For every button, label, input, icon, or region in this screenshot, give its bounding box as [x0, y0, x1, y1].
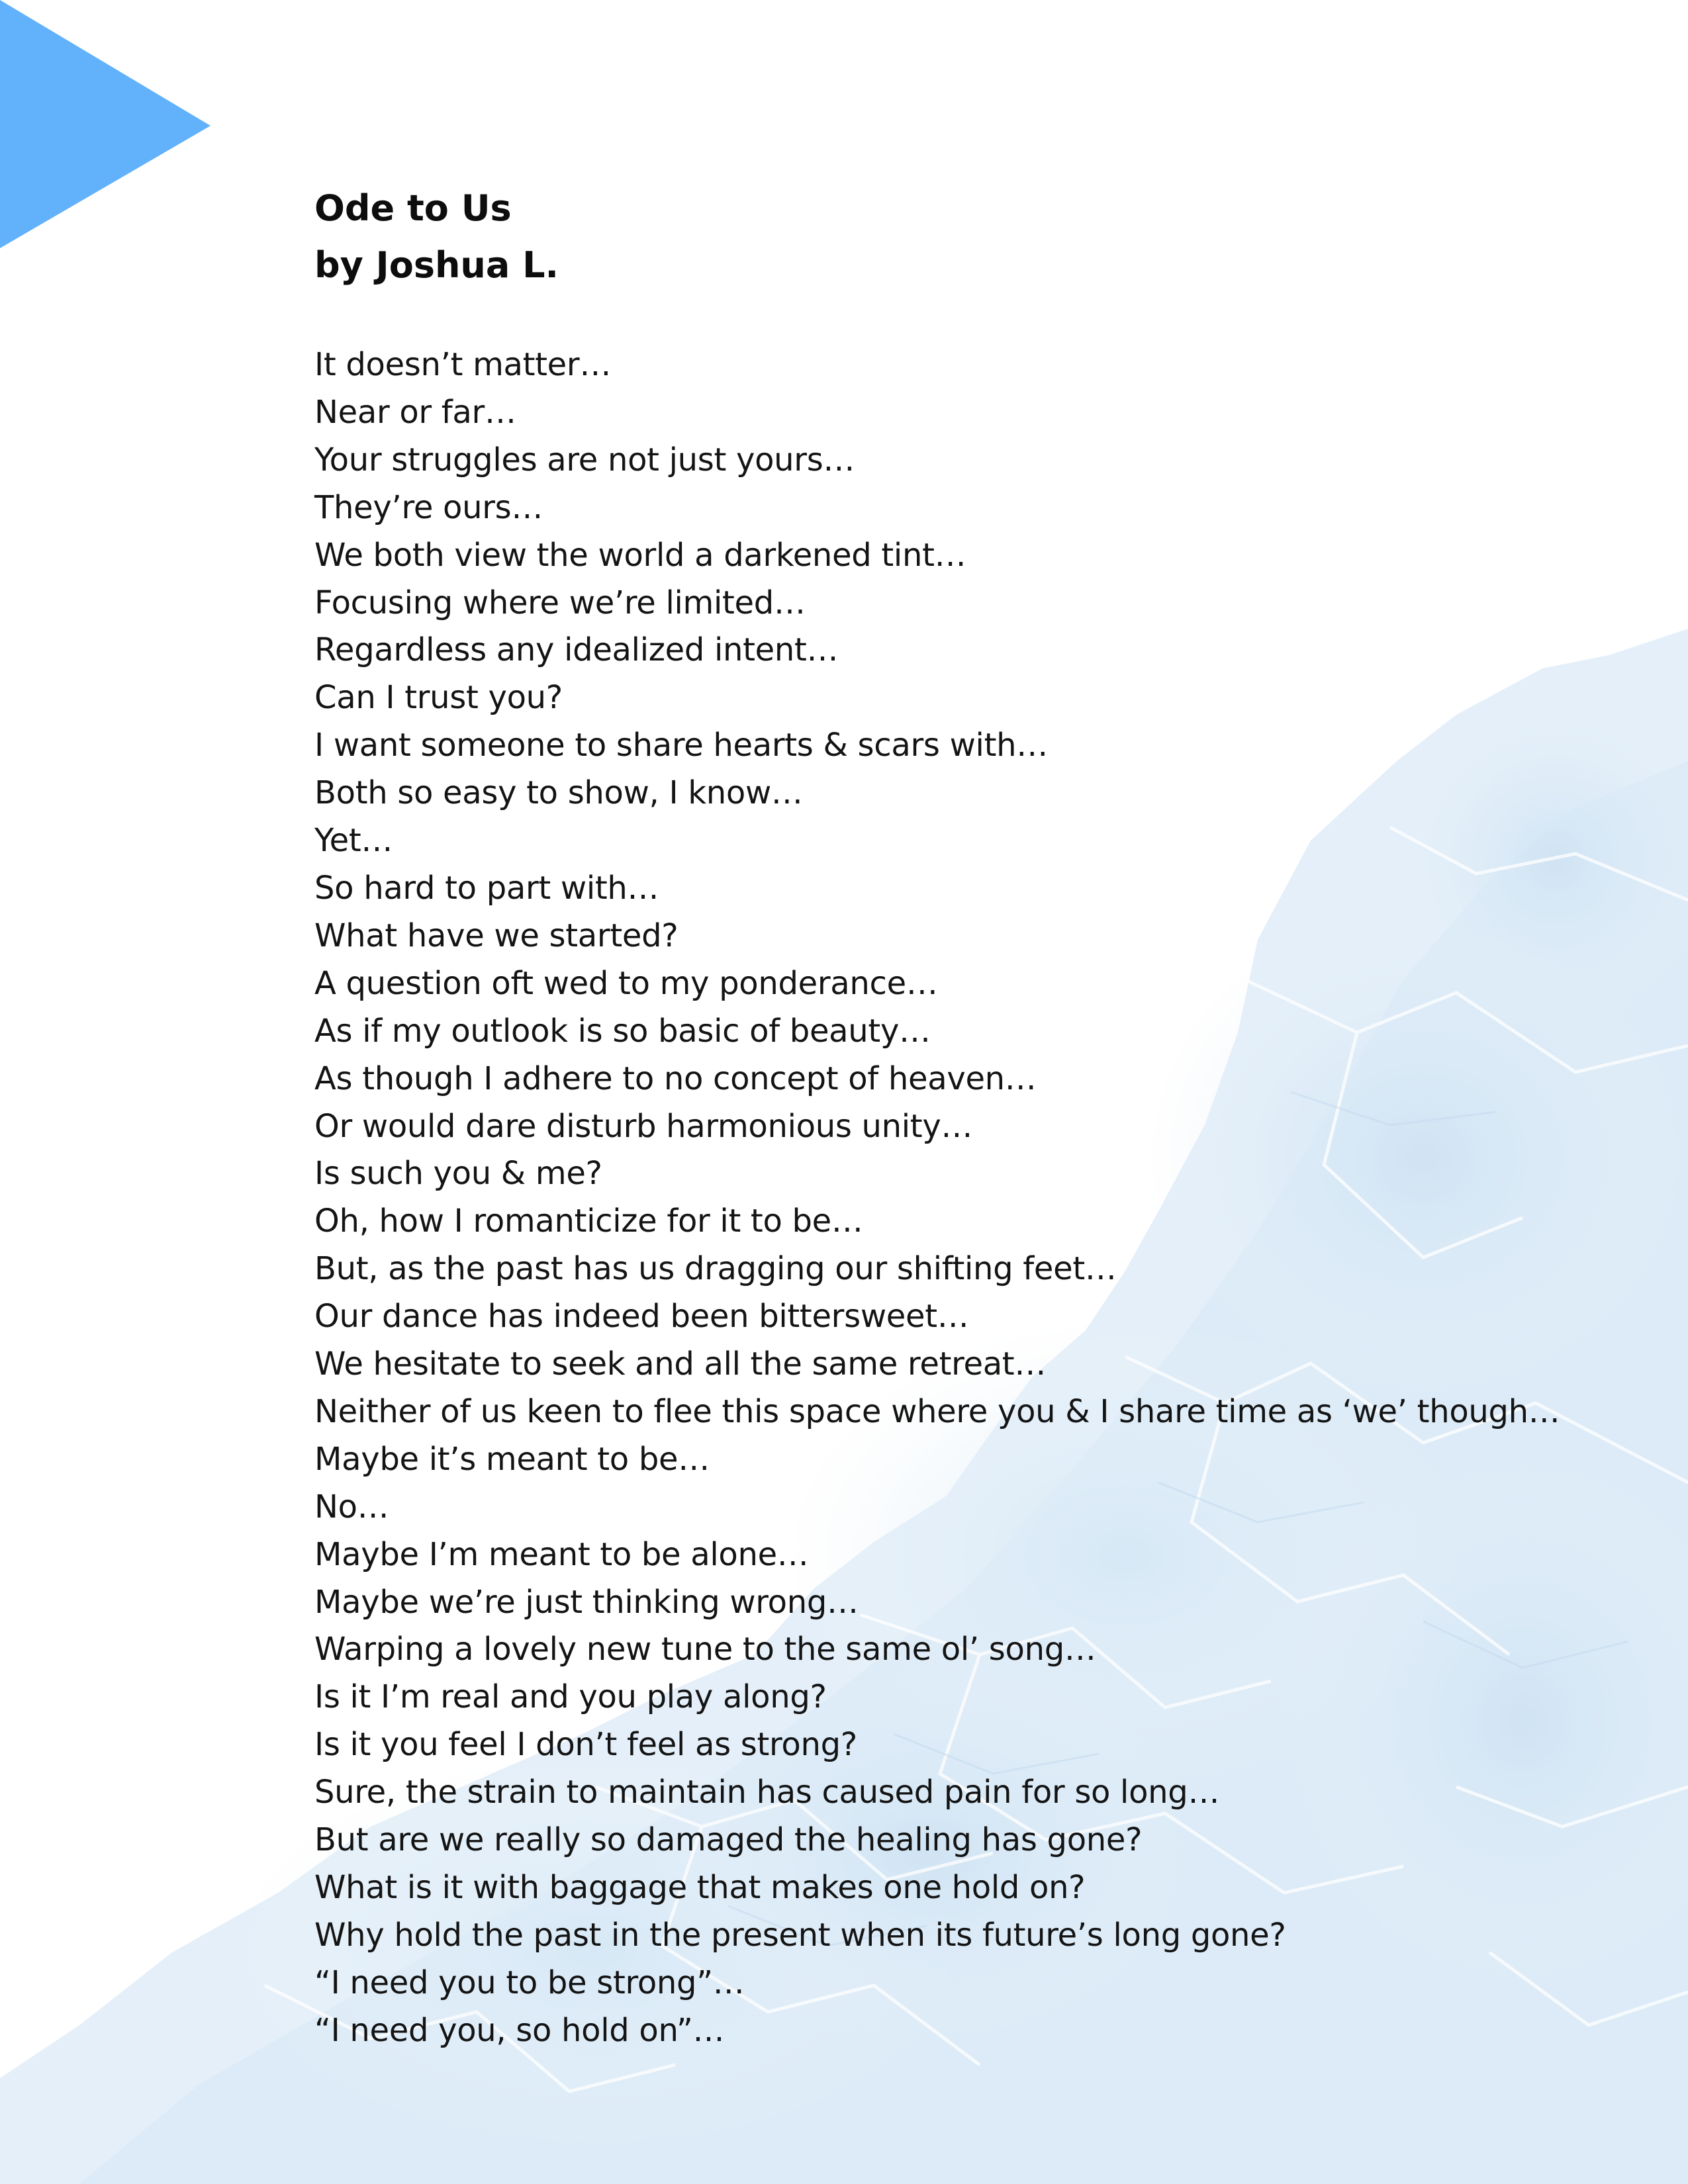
poem-line: A question oft wed to my ponderance…	[314, 964, 938, 1002]
poem-line: We hesitate to seek and all the same retreat…	[314, 1345, 1047, 1383]
poem-line: Your struggles are not just yours…	[314, 441, 855, 478]
poem-line: Neither of us keen to flee this space where you & I share time as ‘we’ though…	[314, 1392, 1560, 1430]
poem-line: No…	[314, 1488, 389, 1525]
poem-author: by Joshua L.	[314, 244, 559, 286]
poem-title: Ode to Us	[314, 187, 512, 229]
poem-line: But, as the past has us dragging our shifting feet…	[314, 1250, 1117, 1288]
poem-line: Why hold the past in the present when its future’s long gone?	[314, 1916, 1286, 1954]
poem-line: What have we started?	[314, 917, 679, 954]
poem-line: So hard to part with…	[314, 869, 659, 907]
poem-line: Is such you & me?	[314, 1155, 602, 1193]
poem	[314, 180, 1572, 2049]
poem-line: Regardless any idealized intent…	[314, 631, 839, 669]
poem-line: Near or far…	[314, 393, 516, 431]
poem-line: Warping a lovely new tune to the same ol’ song…	[314, 1631, 1096, 1668]
poem-line: Our dance has indeed been bittersweet…	[314, 1298, 969, 1336]
poem-line: It doesn’t matter…	[314, 346, 612, 383]
poem-line: Is it I’m real and you play along?	[314, 1678, 827, 1716]
poem-lines	[314, 341, 1560, 2055]
poem-line: Is it you feel I don’t feel as strong?	[314, 1726, 857, 1764]
poem-line: What is it with baggage that makes one hold on?	[314, 1869, 1086, 1906]
poem-line: As though I adhere to no concept of heaven…	[314, 1060, 1037, 1097]
poem-line: Maybe we’re just thinking wrong…	[314, 1583, 859, 1621]
poem-line: We both view the world a darkened tint…	[314, 536, 966, 574]
poem-line: “I need you, so hold on”…	[314, 2011, 725, 2049]
poem-line: Yet…	[314, 822, 393, 860]
poem-line: Both so easy to show, I know…	[314, 774, 803, 812]
poem-line: But are we really so damaged the healing has gone?	[314, 1821, 1143, 1859]
poem-line: Focusing where we’re limited…	[314, 584, 806, 621]
poem-line: Maybe it’s meant to be…	[314, 1440, 710, 1478]
poem-line: Oh, how I romanticize for it to be…	[314, 1203, 863, 1240]
poem-line: As if my outlook is so basic of beauty…	[314, 1012, 931, 1050]
poem-line: Sure, the strain to maintain has caused pain for so long…	[314, 1774, 1220, 1811]
poem-line: They’re ours…	[314, 488, 543, 526]
poem-line: Or would dare disturb harmonious unity…	[314, 1107, 973, 1145]
poem-line: Can I trust you?	[314, 679, 563, 717]
poem-line: Maybe I’m meant to be alone…	[314, 1535, 809, 1573]
poem-line: I want someone to share hearts & scars with…	[314, 727, 1048, 764]
corner-triangle-accent	[0, 0, 212, 251]
poem-line: “I need you to be strong”…	[314, 1964, 745, 2001]
